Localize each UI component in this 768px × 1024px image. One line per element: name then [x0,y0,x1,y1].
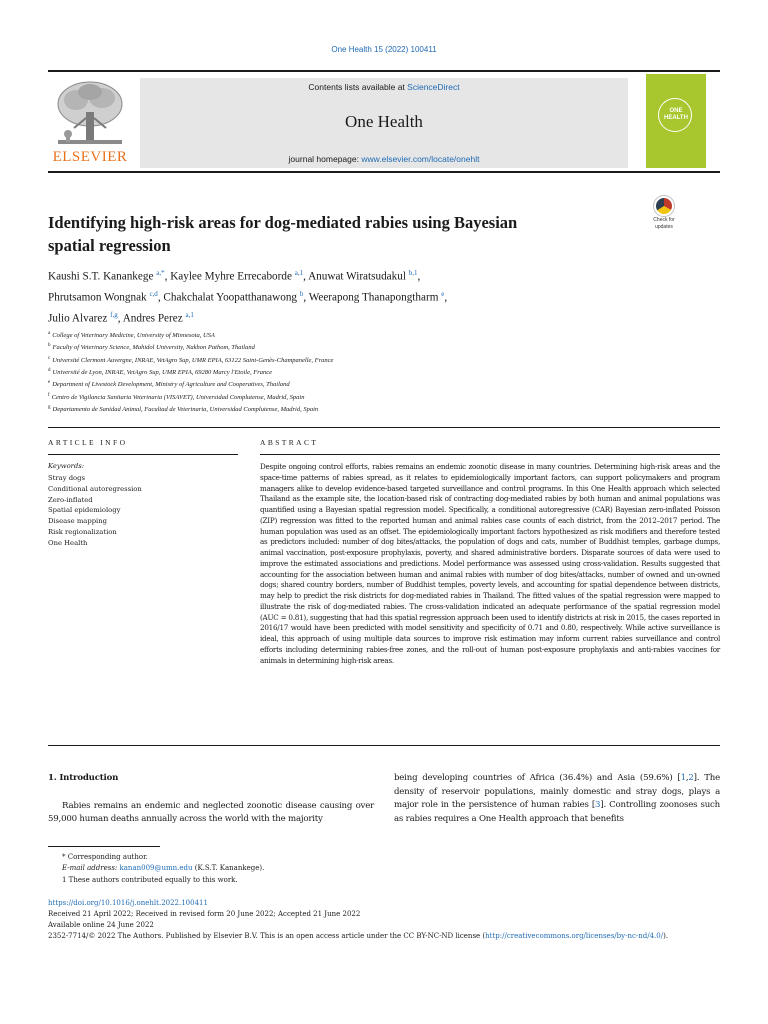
author-affiliation-link[interactable]: a,1 [294,269,304,277]
journal-title: One Health [345,112,423,131]
publisher-name: ELSEVIER [52,149,128,165]
check-updates-icon [654,196,674,216]
introduction-paragraph-continued: being developing countries of Africa (36.4%) and Asia (59.6%) [1,2]. The density of reservoir populations, mainly domestic and stray dogs, plays a major role in the persistence of human rabies [3]. Controlling zoonoses such as rabies requires a One Health approach that benefits [394,773,721,824]
author-name[interactable]: Andres Perez [122,313,183,326]
journal-masthead [48,70,720,170]
affiliation-key: d [48,368,51,374]
affiliation-key: e [48,380,51,386]
author-name[interactable]: Weerapong Thanapongtharm [308,291,439,304]
affiliation-text: Department of Livestock Development, Ministry of Agriculture and Cooperatives, Thailand [52,381,290,389]
author-list: Kaushi S.T. Kanankege $^{a,*}$, Kaylee Myhre Errecaborde $^{a,1}$, Anuwat Wiratsudakul $^{b,1}$, Phrutsamon Wongnak $^{c,d}$, Chakchalat Yoopatthanawong $^b$, Weerapong Thanapongtharm $^e$, Julio Alvarez $^{f,g}$, Andres Perez $^{a,1}$ [48,269,448,326]
email-label: E-mail address: [62,864,120,873]
keyword: Disease mapping [48,517,107,526]
license-text: 2352-7714/© 2022 The Authors. Published by Elsevier B.V. This is an open access article under the CC BY-NC-ND license ( [48,932,486,940]
author-affiliation-link[interactable]: f,g [110,311,118,320]
affiliation [48,354,720,366]
email-link[interactable]: kanan009@umn.edu [119,864,193,873]
citation-link[interactable]: 1 [680,773,686,783]
sciencedirect-link[interactable]: ScienceDirect [407,82,460,92]
abstract-end-divider [48,745,720,746]
keywords-heading: Keywords: [48,462,85,470]
journal-homepage [140,154,628,164]
contents-prefix: Contents lists available at [308,82,408,92]
body-column-left [48,772,374,827]
introduction-paragraph: Rabies remains an endemic and neglected zoonotic disease causing over 59,000 human deaths annually across the world with the majority [48,800,374,825]
author-name[interactable]: Phrutsamon Wongnak [48,291,147,304]
homepage-prefix: journal homepage: [288,154,362,164]
author-name[interactable]: Kaushi S.T. Kanankege [48,270,154,283]
cover-text-line-2: HEALTH [664,115,688,121]
affiliation-key: a [48,331,51,336]
affiliation [48,391,720,403]
check-updates-label-1: Check for [653,217,675,223]
author-affiliation-link[interactable]: b,1 [408,269,418,277]
author-affiliation-link[interactable]: a,* [156,269,165,277]
doi-link[interactable]: https://doi.org/10.1016/j.onehlt.2022.100411 [48,899,208,907]
affiliation-text: College of Veterinary Medicine, University of Minnesota, USA [52,332,215,340]
body-column-right [394,772,720,826]
author-affiliation-link[interactable]: c,d [149,290,158,299]
author-affiliation-link[interactable]: a,1 [185,311,194,320]
keyword: One Health [48,538,88,547]
intro-text: being developing countries of Africa (36.4%) and Asia (59.6%) [ [394,773,681,783]
email-suffix: (K.S.T. Kanankege). [192,864,265,873]
footnotes [48,852,720,886]
journal-header-panel [140,78,628,168]
keyword-list [48,473,142,549]
article-info-heading: ARTICLE INFO [48,438,128,447]
author-name[interactable]: Julio Alvarez [48,313,108,326]
author-name[interactable]: Anuwat Wiratsudakul [308,270,406,283]
author-affiliation-link[interactable]: e [441,290,445,299]
author-name[interactable]: Kaylee Myhre Errecaborde [170,270,292,283]
affiliation-key: c [48,355,51,361]
email-note [48,863,720,874]
article-info-divider [48,427,720,428]
author-name[interactable]: Chakchalat Yoopatthanawong [163,291,298,304]
affiliation-list [48,329,720,416]
affiliation-text: Faculty of Veterinary Science, Mahidol University, Nakhon Pathom, Thailand [52,344,255,352]
abstract-text: Despite ongoing control efforts, rabies remains an endemic zoonotic disease in many countries. Determining high-risk areas and the space-time patterns of rabies spread, as it relates to epidemiologically important factors, can support policymakers and program managers alike to develop evidence-based targeted surveillance and control programs. In this One Health approach which selected Thailand as the example site, the location-based risk of contracting dog-mediated rabies by both human and animal populations was quantified using a Bayesian spatial regression model. Specifically, a conditional autoregressive (CAR) Bayesian zero-inflated Poisson (ZIP) regression was fitted to the reported human and animal rabies case counts of each district, from the 2012–2017 period. The human population was used as an offset. The epidemiologically important factors hypothesized as risk modifiers and therefore tested as predictors included: number of dog bites/attacks, the population of dogs and cats, number of Buddhist temples, garbage dumps, animal vaccination, post-exposure prophylaxis, poverty, and shared administrative borders. Disparate sources of data were used to improve the estimated associations and predictions. Model performance was assessed using cross-validation. Results suggested that accounting for the association between human and animal rabies with number of dog bites/attacks, number of owned and un-owned dogs; shared country borders, number of Buddhist temples, poverty levels, and accounting for spatial dependence between districts, may help to predict the risk districts for dog-mediated rabies in Thailand. The fitted values of the spatial regression were mapped to illustrate the risk of dog-mediated rabies. The cross-validation indicated an adequate performance of the spatial regression model (AUC = 0.81), suggesting that had this spatial regression approach been used to identify districts at risk in 2015, the cases reported in 2016/17 would have been predicted with model sensitivity and specificity of 0.71 and 0.80, respectively. While active surveillance is ideal, this approach of using multiple data sources to improve risk estimation may inform current rabies surveillance and control efforts including determining rabies-free zones, and the roll-out of human post-exposure prophylaxis and anti-rabies vaccines for animals in determining high-risk areas. [260,462,720,665]
affiliation-key: b [48,343,51,349]
abstract-heading: ABSTRACT [260,438,319,447]
masthead-divider [48,171,720,173]
intro-text: ]. Controlling zoonoses such as rabies requires a One Health approach that benefits [394,800,721,824]
affiliation [48,378,720,390]
abstract-underline [260,454,720,455]
citation-link[interactable]: 2 [688,773,694,783]
received-dates: Received 21 April 2022; Received in revised form 20 June 2022; Accepted 21 June 2022 [48,910,361,918]
corresponding-author-note: * Corresponding author. [62,853,148,861]
journal-reference[interactable]: One Health 15 (2022) 100411 [331,45,437,54]
keyword: Risk regionalization [48,527,117,536]
contents-availability [140,82,628,92]
affiliation-text: Université Clermont Auvergne, INRAE, VetAgro Sup, UMR EPIA, 63122 Saint-Genès-Champanelle, France [52,356,334,364]
publisher-logo[interactable] [48,78,132,168]
title-line-2: spatial regression [48,236,171,255]
cover-text-line-1: ONE [669,108,683,114]
affiliation-key: f [48,392,50,398]
author-affiliation-link[interactable]: b [299,290,304,299]
affiliation-text: Centro de Vigilancia Sanitaria Veterinaria (VISAVET), Universidad Complutense, Madrid, Spain [51,393,305,401]
citation-link[interactable]: 3 [595,800,601,811]
footnote-divider [48,846,160,847]
intro-text: ]. The density of reservoir populations, mainly domestic and stray dogs, plays a major role in the persistence of human rabies [ [394,773,720,811]
introduction-heading: 1. Introduction [48,773,119,783]
keyword: Spatial epidemiology [48,506,121,515]
check-for-updates-button[interactable] [648,196,680,232]
keyword: Stray dogs [48,474,85,482]
keyword: Zero-inflated [48,495,93,504]
license-statement [48,931,720,942]
affiliation [48,403,720,415]
license-suffix: ). [663,932,669,940]
affiliation [48,329,720,341]
paper-title [48,211,608,257]
journal-cover[interactable] [646,74,706,168]
title-line-1: Identifying high-risk areas for dog-mediated rabies using Bayesian [48,213,518,232]
license-link[interactable]: http://creativecommons.org/licenses/by-nc-nd/4.0/ [485,932,664,940]
elsevier-tree-icon [52,78,128,152]
available-online-date: Available online 24 June 2022 [48,921,154,929]
affiliation [48,366,720,378]
check-updates-label-2: updates [655,224,673,230]
affiliation [48,341,720,353]
keyword: Conditional autoregression [48,484,142,493]
article-info-underline [48,454,238,455]
cover-text [646,108,706,122]
article-footer [48,898,720,942]
equal-contribution-note: 1 These authors contributed equally to this work. [62,875,238,884]
affiliation-text: Departamento de Sanidad Animal, Facultad de Veterinaria, Universidad Complutense, Madrid, Spain [52,406,319,414]
homepage-link[interactable]: www.elsevier.com/locate/onehlt [361,154,480,164]
affiliation-key: g [48,405,51,411]
affiliation-text: Université de Lyon, INRAE, VetAgro Sup, UMR EPIA, 69280 Marcy l'Etoile, France [52,369,272,377]
